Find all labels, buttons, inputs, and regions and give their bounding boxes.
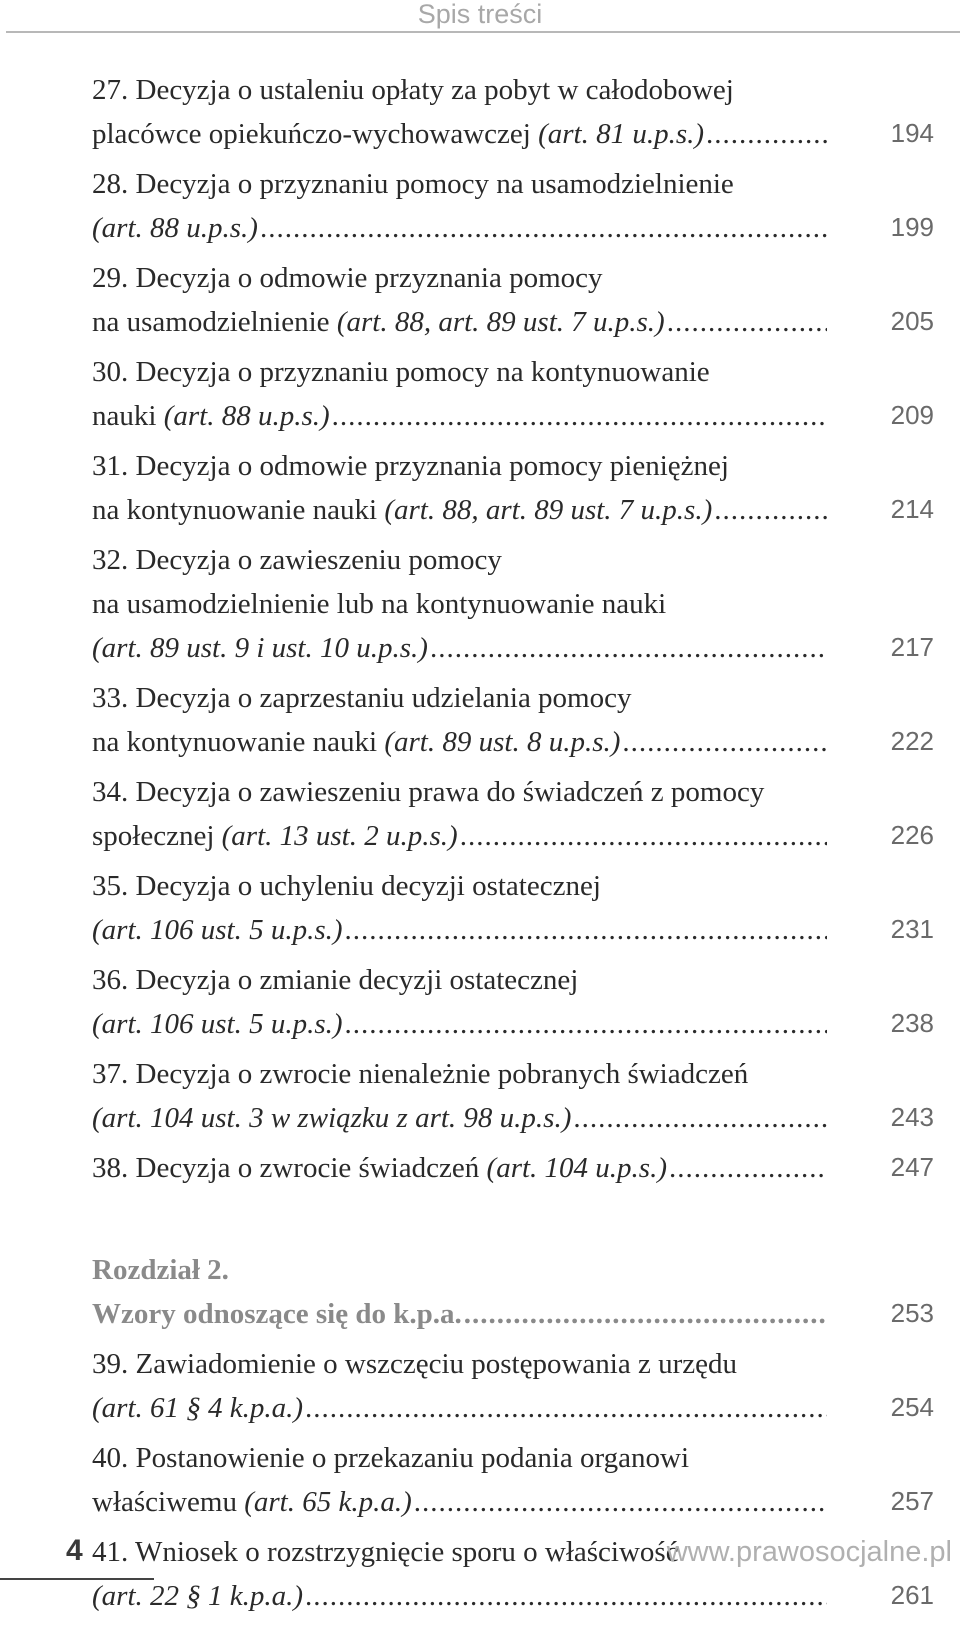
dot-leader <box>669 1146 827 1190</box>
entry-legal-basis: (art. 88, art. 89 ust. 7 u.p.s.) <box>336 306 665 338</box>
entry-page-number: 199 <box>890 212 934 242</box>
entry-title: 31. Decyzja o odmowie przyznania pomocy pieniężnej <box>92 450 729 482</box>
dot-leader <box>667 300 827 344</box>
toc-entry[interactable] <box>92 538 934 670</box>
page-number: 4 <box>66 1534 83 1567</box>
entry-page-number: 254 <box>890 1392 934 1422</box>
dot-leader <box>345 1002 827 1046</box>
dot-leader <box>460 814 827 858</box>
entry-page-number: 231 <box>890 914 934 944</box>
entry-legal-basis: (art. 89 ust. 8 u.p.s.) <box>384 726 621 758</box>
dot-leader <box>345 908 827 952</box>
entry-page-number: 222 <box>890 726 934 756</box>
toc-entry[interactable] <box>92 256 934 344</box>
entry-title: nauki <box>92 400 164 432</box>
toc-entry[interactable] <box>92 1052 934 1140</box>
entry-page-number: 226 <box>890 820 934 850</box>
entry-title: 35. Decyzja o uchyleniu decyzji ostatecznej <box>92 870 601 902</box>
entry-page-number: 261 <box>890 1580 934 1610</box>
entry-title: 36. Decyzja o zmianie decyzji ostatecznej <box>92 964 579 996</box>
entry-page-number: 257 <box>890 1486 934 1516</box>
entry-legal-basis: (art. 104 u.p.s.) <box>486 1152 667 1184</box>
entry-legal-basis: (art. 89 ust. 9 i ust. 10 u.p.s.) <box>92 632 428 664</box>
page-header <box>0 0 960 34</box>
entry-title: 40. Postanowienie o przekazaniu podania organowi <box>92 1442 690 1474</box>
entry-title: właściwemu <box>92 1486 245 1518</box>
table-of-contents <box>92 68 934 1624</box>
toc-entry[interactable] <box>92 444 934 532</box>
footer-divider <box>0 1578 154 1580</box>
entry-page-number: 205 <box>890 306 934 336</box>
entry-title: placówce opiekuńczo-wychowawczej <box>92 118 539 150</box>
entry-legal-basis: (art. 61 § 4 k.p.a.) <box>92 1392 304 1424</box>
toc-entry[interactable] <box>92 162 934 250</box>
entry-title: 30. Decyzja o przyznaniu pomocy na kontynuowanie <box>92 356 710 388</box>
chapter-number: Rozdział 2. <box>92 1254 229 1286</box>
entry-page-number: 217 <box>890 632 934 662</box>
toc-entry[interactable] <box>92 676 934 764</box>
toc-entry[interactable] <box>92 1146 934 1190</box>
dot-leader <box>622 720 827 764</box>
entry-title: 39. Zawiadomienie o wszczęciu postępowania z urzędu <box>92 1348 737 1380</box>
dot-leader <box>414 1480 827 1524</box>
dot-leader <box>260 206 827 250</box>
dot-leader <box>573 1096 827 1140</box>
entry-title: 33. Decyzja o zaprzestaniu udzielania pomocy <box>92 682 632 714</box>
entry-title: 37. Decyzja o zwrocie nienależnie pobranych świadczeń <box>92 1058 749 1090</box>
toc-entry[interactable] <box>92 350 934 438</box>
chapter-title: Wzory odnoszące się do k.p.a. <box>92 1298 462 1330</box>
entry-page-number: 214 <box>890 494 934 524</box>
toc-entry[interactable] <box>92 1342 934 1430</box>
entry-title: społecznej <box>92 820 222 852</box>
dot-leader <box>430 626 827 670</box>
entry-page-number: 194 <box>890 118 934 148</box>
entry-title: na usamodzielnienie lub na kontynuowanie nauki <box>92 588 667 620</box>
toc-entry[interactable] <box>92 68 934 156</box>
toc-entry[interactable] <box>92 1436 934 1524</box>
entry-page-number: 247 <box>890 1152 934 1182</box>
entry-legal-basis: (art. 104 ust. 3 w związku z art. 98 u.p.s.) <box>92 1102 572 1134</box>
entry-legal-basis: (art. 88, art. 89 ust. 7 u.p.s.) <box>384 494 713 526</box>
entry-page-number: 238 <box>890 1008 934 1038</box>
entry-page-number: 209 <box>890 400 934 430</box>
dot-leader <box>714 488 827 532</box>
chapter-page-number: 253 <box>890 1298 934 1328</box>
entry-page-number: 243 <box>890 1102 934 1132</box>
entry-legal-basis: (art. 106 ust. 5 u.p.s.) <box>92 1008 343 1040</box>
dot-leader <box>464 1292 827 1336</box>
toc-entry[interactable] <box>92 770 934 858</box>
footer-url: www.prawosocjalne.pl <box>666 1536 952 1568</box>
dot-leader <box>332 394 827 438</box>
toc-entry[interactable] <box>92 958 934 1046</box>
chapter-heading[interactable] <box>92 1248 934 1336</box>
entry-title: 41. Wniosek o rozstrzygnięcie sporu o właściwość <box>92 1536 679 1568</box>
entry-title: na kontynuowanie nauki <box>92 494 385 526</box>
entry-title: na usamodzielnienie <box>92 306 337 338</box>
entry-legal-basis: (art. 106 ust. 5 u.p.s.) <box>92 914 343 946</box>
dot-leader <box>305 1574 827 1618</box>
entry-title: 27. Decyzja o ustaleniu opłaty za pobyt w całodobowej <box>92 74 734 106</box>
header-divider <box>6 31 960 33</box>
entry-legal-basis: (art. 65 k.p.a.) <box>244 1486 412 1518</box>
entry-title: 32. Decyzja o zawieszeniu pomocy <box>92 544 502 576</box>
entry-title: 38. Decyzja o zwrocie świadczeń <box>92 1152 487 1184</box>
running-header-title: Spis treści <box>417 0 543 29</box>
entry-legal-basis: (art. 88 u.p.s.) <box>163 400 330 432</box>
entry-legal-basis: (art. 13 ust. 2 u.p.s.) <box>221 820 458 852</box>
dot-leader <box>305 1386 827 1430</box>
dot-leader <box>706 112 827 156</box>
entry-legal-basis: (art. 88 u.p.s.) <box>92 212 258 244</box>
entry-legal-basis: (art. 22 § 1 k.p.a.) <box>92 1580 304 1612</box>
toc-entry[interactable] <box>92 864 934 952</box>
entry-title: na kontynuowanie nauki <box>92 726 385 758</box>
entry-title: 28. Decyzja o przyznaniu pomocy na usamodzielnienie <box>92 168 734 200</box>
entry-title: 29. Decyzja o odmowie przyznania pomocy <box>92 262 603 294</box>
entry-legal-basis: (art. 81 u.p.s.) <box>538 118 705 150</box>
entry-title: 34. Decyzja o zawieszeniu prawa do świadczeń z pomocy <box>92 776 765 808</box>
